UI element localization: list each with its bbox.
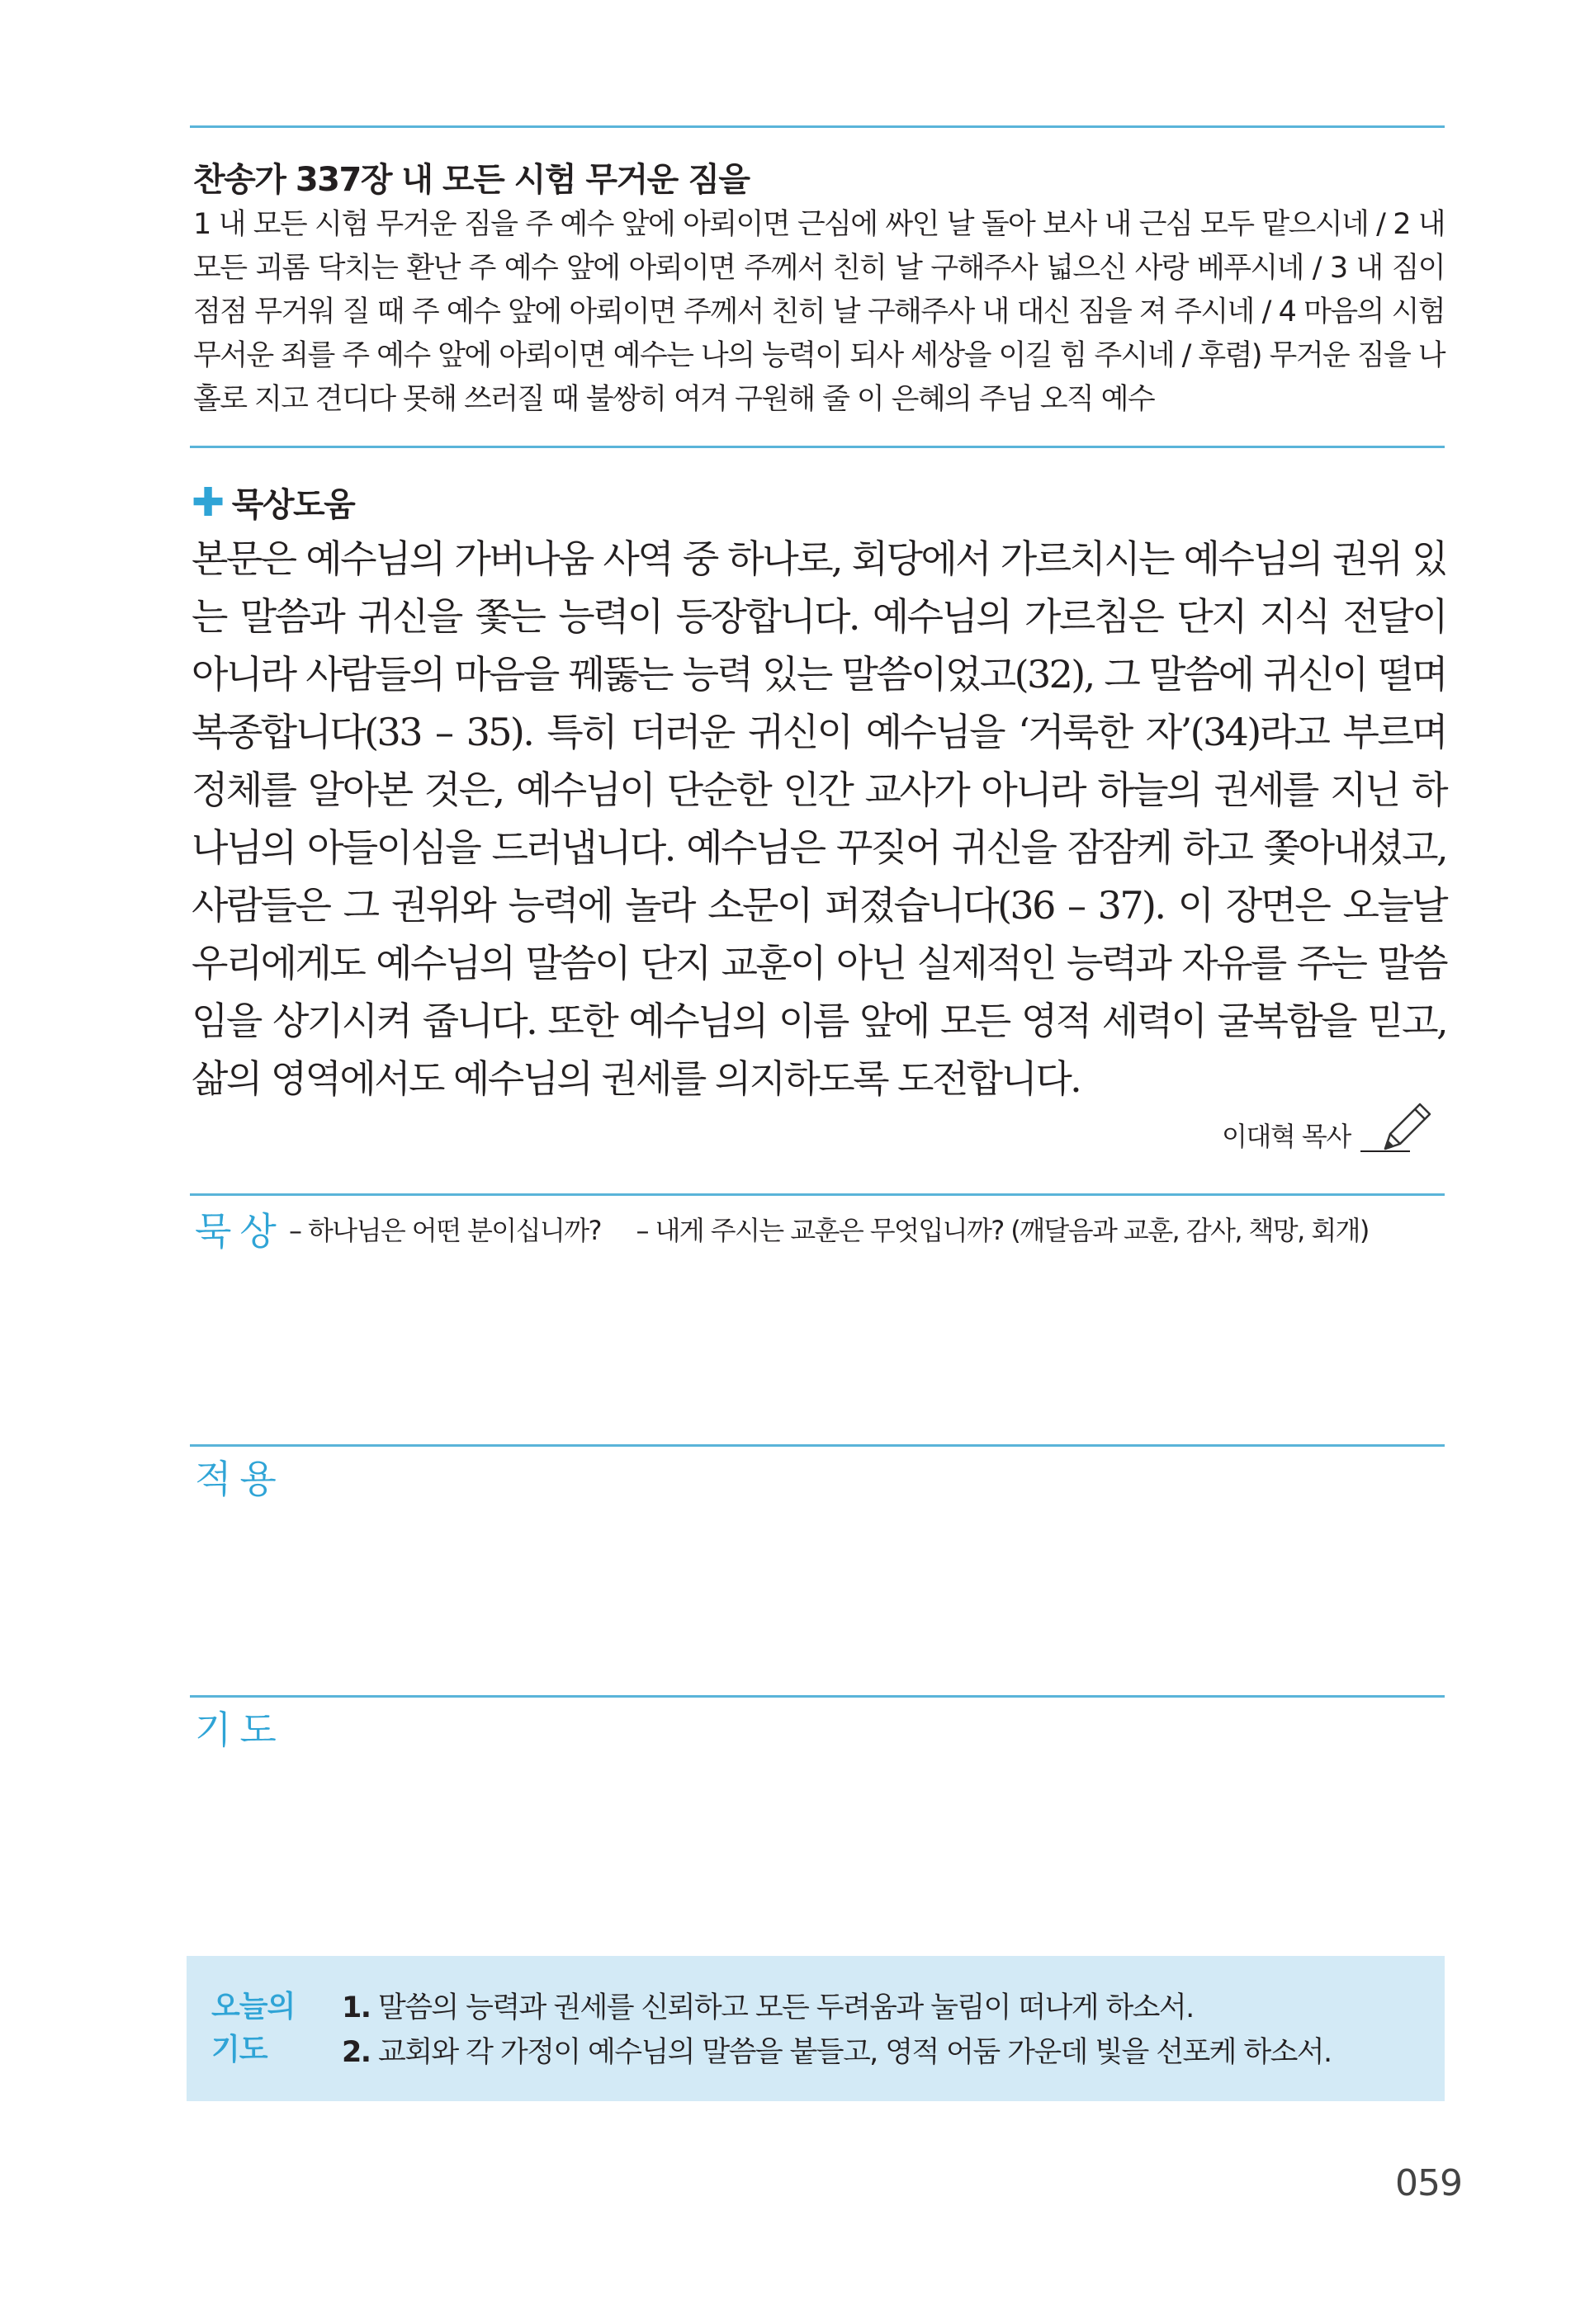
application-rule [190,1444,1445,1447]
meditation-question-1: – 하나님은 어떤 분이십니까? [289,1215,601,1246]
todays-prayer-items [342,1986,1332,2075]
hymn-lyrics: 1 내 모든 시험 무거운 짐을 주 예수 앞에 아뢰이면 근심에 싸인 날 돌아 보사 내 근심 모두 맡으시네 / 2 내 모든 괴롬 닥치는 환난 주 예수 앞에 아뢰이면 주께서 친히 날 구해주사 넓으신 사랑 베푸시네 / 3 내 짐이 점점 무거워 질 때 주 예수 앞에 아뢰이면 주께서 친히 날 구해주사 내 대신 짐을 져 주시네 / 4 마음의 시험 무서운 죄를 주 예수 앞에 아뢰이면 예수는 나의 능력이 되사 세상을 이길 힘 주시네 / 후렴) 무거운 짐을 나 홀로 지고 견디다 못해 쓰러질 때 불쌍히 여겨 구원해 줄 이 은혜의 주님 오직 예수 [193,208,1445,416]
pencil-icon [1377,1098,1436,1157]
application-label: 적용 [195,1457,285,1501]
prayer-item-text: 말씀의 능력과 권세를 신뢰하고 모든 두려움과 눌림이 떠나게 하소서. [377,1991,1194,2024]
top-rule [190,125,1445,128]
meditation-rule [190,1193,1445,1196]
hymn-title: 찬송가 337장 내 모든 시험 무거운 짐을 [193,161,750,199]
plus-icon: ✚ [192,479,224,526]
meditation-help-heading [192,479,354,526]
prayer-item-number: 1. [342,1991,371,2024]
todays-prayer-label-line1: 오늘의 [211,1990,296,2024]
meditation-questions [289,1210,1369,1248]
meditation-help-title: 묵상도움 [231,486,355,524]
prayer-label: 기도 [195,1708,285,1752]
prayer-rule [190,1695,1445,1698]
hymn-bottom-rule [190,446,1445,448]
todays-prayer-label [211,1986,295,2071]
todays-prayer-box [187,1956,1445,2101]
prayer-item [342,2030,1332,2075]
meditation-question-2: – 내게 주시는 교훈은 무엇입니까? (깨달음과 교훈, 감사, 책망, 회개) [636,1215,1369,1246]
prayer-item-text: 교회와 각 가정이 예수님의 말씀을 붙들고, 영적 어둠 가운데 빛을 선포케 하소서. [377,2036,1332,2069]
todays-prayer-label-line2: 기도 [211,2033,267,2067]
meditation-help-body: 본문은 예수님의 가버나움 사역 중 하나로, 회당에서 가르치시는 예수님의 권위 있는 말씀과 귀신을 쫓는 능력이 등장합니다. 예수님의 가르침은 단지 지식 전달이 아니라 사람들의 마음을 꿰뚫는 능력 있는 말씀이었고(32), 그 말씀에 귀신이 떨며 복종합니다(33 – 35). 특히 더러운 귀신이 예수님을 ‘거룩한 자’(34)라고 부르며 정체를 알아본 것은, 예수님이 단순한 인간 교사가 아니라 하늘의 권세를 지닌 하나님의 아들이심을 드러냅니다. 예수님은 꾸짖어 귀신을 잠잠케 하고 쫓아내셨고, 사람들은 그 권위와 능력에 놀라 소문이 퍼졌습니다(36 – 37). 이 장면은 오늘날 우리에게도 예수님의 말씀이 단지 교훈이 아닌 실제적인 능력과 자유를 주는 말씀임을 상기시켜 줍니다. 또한 예수님의 이름 앞에 모든 영적 세력이 굴복함을 믿고, 삶의 영역에서도 예수님의 권세를 의지하도록 도전합니다. [192,536,1446,1101]
meditation-label: 묵상 [195,1209,285,1254]
prayer-item [342,1986,1332,2030]
page-number: 059 [1395,2162,1462,2204]
author: 이대혁 목사 [1222,1121,1351,1152]
prayer-item-number: 2. [342,2036,371,2069]
